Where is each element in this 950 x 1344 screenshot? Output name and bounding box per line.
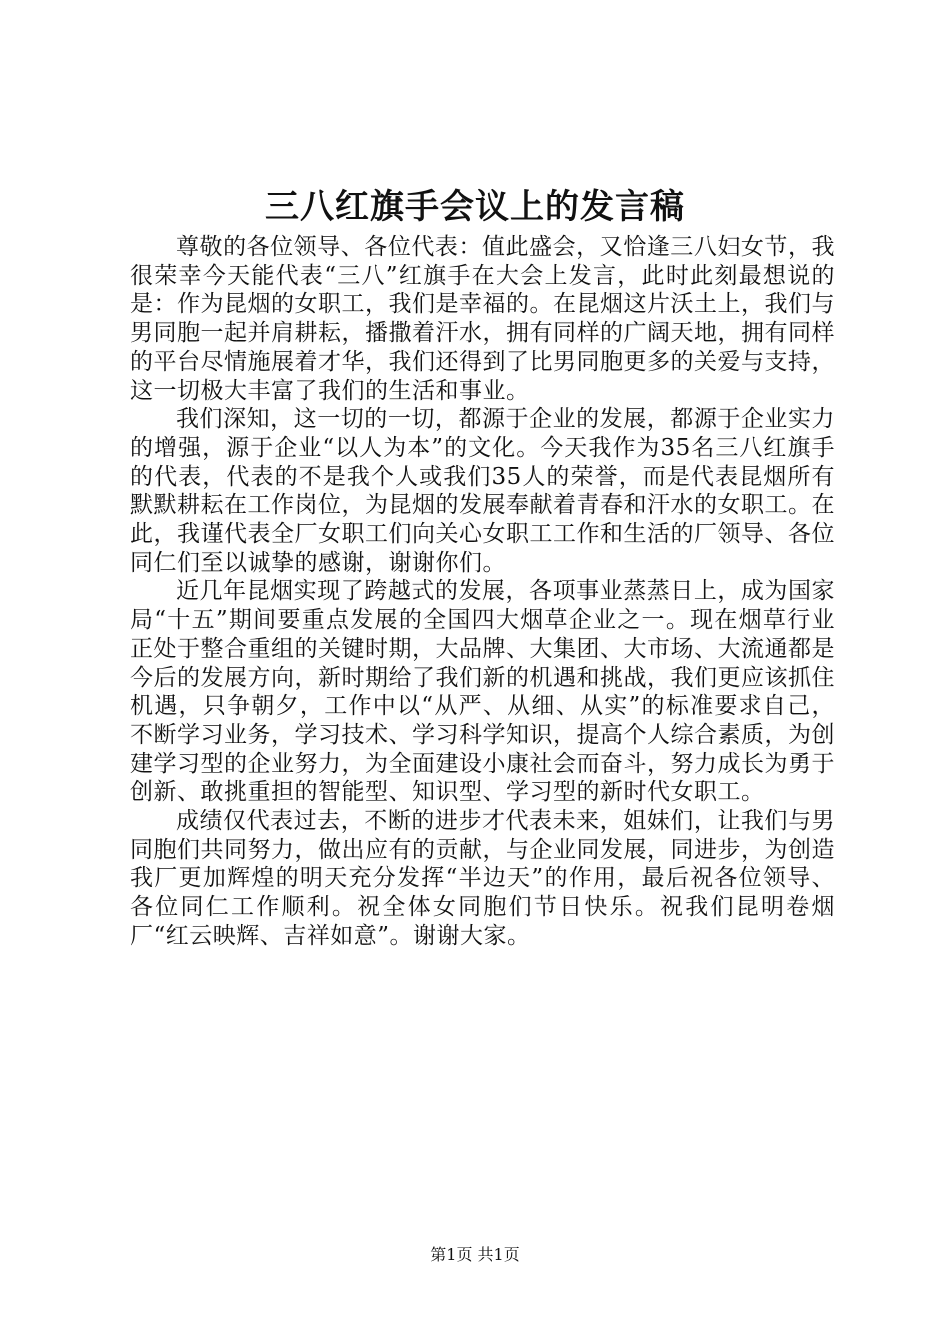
document-title: 三八红旗手会议上的发言稿 bbox=[265, 187, 685, 227]
paragraph: 我们深知，这一切的一切，都源于企业的发展，都源于企业实力的增强，源于企业“以人为本”的文化。今天我作为35名三八红旗手的代表，代表的不是我个人或我们35人的荣誉，而是代表昆烟所有默默耕耘在工作岗位，为昆烟的发展奉献着青春和汗水的女职工。在此，我谨代表全厂女职工们向关心女职工工作和生活的厂领导、各位同仁们至以诚挚的感谢，谢谢你们。 bbox=[130, 406, 835, 576]
paragraph: 近几年昆烟实现了跨越式的发展，各项事业蒸蒸日上，成为国家局“十五”期间要重点发展的全国四大烟草企业之一。现在烟草行业正处于整合重组的关键时期，大品牌、大集团、大市场、大流通都是今后的发展方向，新时期给了我们新的机遇和挑战，我们更应该抓住机遇，只争朝夕，工作中以“从严、从细、从实”的标准要求自己，不断学习业务，学习技术、学习科学知识，提高个人综合素质，为创建学习型的企业努力，为全面建设小康社会而奋斗，努力成长为勇于创新、敢挑重担的智能型、知识型、学习型的新时代女职工。 bbox=[130, 578, 835, 806]
paragraph: 成绩仅代表过去，不断的进步才代表未来，姐妹们，让我们与男同胞们共同努力，做出应有的贡献，与企业同发展，同进步，为创造我厂更加辉煌的明天充分发挥“半边天”的作用，最后祝各位领导、各位同仁工作顺利。祝全体女同胞们节日快乐。祝我们昆明卷烟厂“红云映辉、吉祥如意”。谢谢大家。 bbox=[130, 808, 835, 949]
paragraph: 尊敬的各位领导、各位代表：值此盛会，又恰逢三八妇女节，我很荣幸今天能代表“三八”红旗手在大会上发言，此时此刻最想说的是：作为昆烟的女职工，我们是幸福的。在昆烟这片沃土上，我们与男同胞一起并肩耕耘，播撒着汗水，拥有同样的广阔天地，拥有同样的平台尽情施展着才华，我们还得到了比男同胞更多的关爱与支持，这一切极大丰富了我们的生活和事业。 bbox=[130, 234, 835, 404]
document-body bbox=[130, 233, 835, 951]
page-footer: 第1页 共1页 bbox=[430, 1245, 520, 1264]
